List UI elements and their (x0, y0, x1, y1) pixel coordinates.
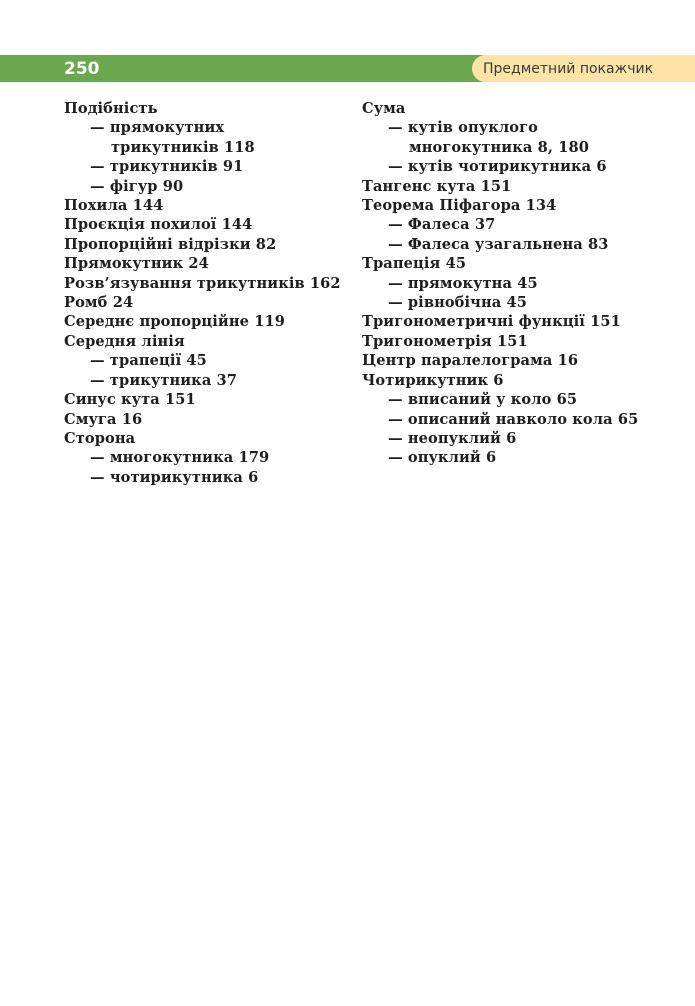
index-subentry: — трапеції 45 (90, 352, 207, 370)
index-entry: Розв’язування трикутників 162 (64, 274, 341, 292)
index-subentry: — описаний навколо кола 65 (388, 410, 639, 428)
index-subentry: — трикутника 37 (90, 371, 238, 389)
index-entry: Сторона (64, 429, 136, 447)
section-title: Предметний покажчик (483, 61, 654, 77)
index-entry: Смуга 16 (64, 410, 143, 428)
index-entry: Сума (362, 100, 406, 117)
index-entry: Центр паралелограма 16 (362, 352, 579, 370)
index-entry: Теорема Піфагора 134 (362, 197, 557, 215)
index-entry: Пропорційні відрізки 82 (64, 235, 277, 253)
page-number: 250 (64, 59, 100, 79)
index-subentry: — прямокутна 45 (388, 274, 538, 292)
index-entry: Чотирикутник 6 (362, 371, 504, 389)
index-entry: Ромб 24 (64, 294, 134, 312)
index-column-right (362, 99, 638, 468)
index-subentry: — рівнобічна 45 (388, 294, 527, 312)
index-entry: Тангенс кута 151 (362, 177, 512, 195)
index-entry: Проєкція похилої 144 (64, 216, 253, 234)
index-subentry: — прямокутних (90, 119, 225, 137)
index-subentry: — фігур 90 (90, 177, 184, 195)
index-entry: Похила 144 (64, 197, 164, 215)
index-subentry: — кутів чотирикутника 6 (388, 158, 607, 176)
index-subentry: — Фалеса 37 (388, 216, 496, 234)
index-entry: Середнє пропорційне 119 (64, 313, 285, 331)
index-entry: Подібність (64, 100, 158, 117)
index-entry: Прямокутник 24 (64, 255, 209, 273)
index-entry-continuation: многокутника 8, 180 (409, 138, 589, 156)
index-entry: Середня лінія (64, 332, 185, 350)
index-entry: Синус кута 151 (64, 391, 196, 409)
index-column-left (64, 99, 341, 487)
index-subentry: — Фалеса узагальнена 83 (388, 235, 609, 253)
index-subentry: — опуклий 6 (388, 449, 497, 467)
index-subentry: — чотирикутника 6 (90, 468, 259, 486)
index-entry-continuation: трикутників 118 (111, 138, 255, 156)
index-subentry: — неопуклий 6 (388, 429, 517, 447)
index-entry: Тригонометрія 151 (362, 332, 528, 350)
index-entry: Трапеція 45 (362, 255, 467, 273)
index-entry: Тригонометричні функції 151 (362, 313, 621, 331)
index-subentry: — трикутників 91 (90, 158, 244, 176)
index-subentry: — кутів опуклого (388, 119, 538, 137)
index-subentry: — многокутника 179 (90, 449, 270, 467)
index-subentry: — вписаний у коло 65 (388, 391, 578, 409)
